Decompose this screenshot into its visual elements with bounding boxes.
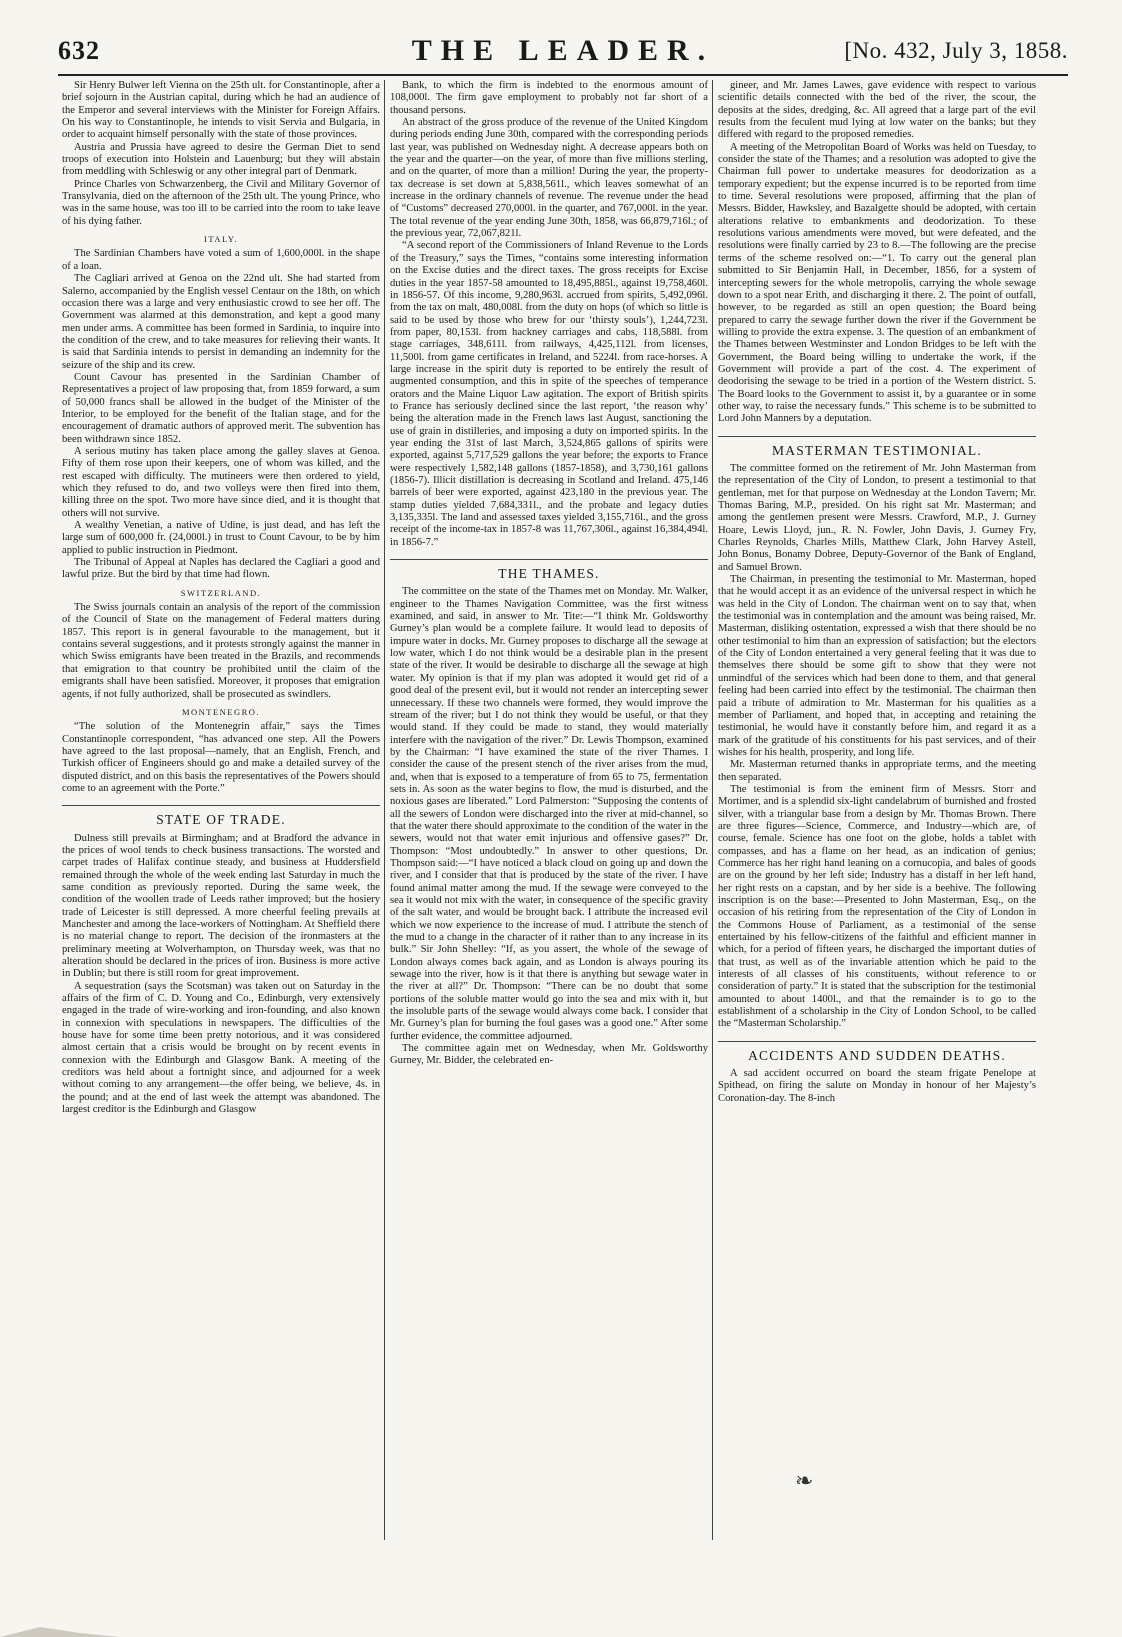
column-divider — [384, 80, 385, 1540]
article-paragraph: The testimonial is from the eminent firm of Messrs. Storr and Mortimer, and is a splendid six-light candelabrum of burnished and frosted silver, with a triangular base from a design by Mr. Thomas Brown. There are three figures—Science, Commerce, and Industry—which are, of course, female. Science has one foot on the globe, holds a tablet with compasses, and has a flame on her head, as an indication of genius; Commerce has her right hand leaning on a cornucopia, and bales of goods are on the ground by her left side; Industry has a distaff in her left hand, her right rests on a capstan, and by her side is a beehive. The following inscription is on the base:—Presented to John Masterman, Esq., on the occasion of his retiring from the representation of the City of London in the Commons House of Parliament, as a testimonial of the sense entertained by his fellow-citizens of the faithful and efficient manner in which, for a period of fifteen years, he discharged the important duties of that trust, as well as of the invariable attention which he paid to the interests of all classes of his constituents, without reference to or consideration of party.” It is stated that the subscription for the testimonial amounted to about 1400l., and that the remainder is to go to the establishment of a scholarship in the City of London School, to be called the “Masterman Scholarship.” — [718, 783, 1036, 1030]
article-paragraph: Mr. Masterman returned thanks in appropriate terms, and the meeting then separated. — [718, 759, 1036, 783]
masthead-title: THE LEADER. — [411, 34, 715, 67]
article-paragraph: A serious mutiny has taken place among the galley slaves at Genoa. Fifty of them rose upon their keepers, one of whom was killed, and the rest escaped with difficulty. The mutineers were then ordered to yield, which they refused to do, and two volleys were then fired into them, killing three on the spot. Two more have since died, and it is thought that others will not survive. — [62, 445, 380, 519]
article-paragraph: A sad accident occurred on board the steam frigate Penelope at Spithead, on firing the salute on Monday in honour of her Majesty’s Coronation-day. The 8-inch — [718, 1068, 1036, 1104]
section-heading-italy: ITALY. — [204, 234, 238, 245]
article-paragraph: “The solution of the Montenegrin affair,” says the Times Constantinople correspondent, “has advanced one step. All the Powers have agreed to the last proposal—namely, that an English, French, and Turkish officer of Engineers should go and make a detailed survey of the disputed district, and on this basis the representatives of the Powers should come to an agreement with the Porte.” — [62, 721, 380, 794]
article-paragraph: An abstract of the gross produce of the revenue of the United Kingdom during periods ending June 30th, compared with the corresponding periods last year, was published on Wednesday night. A decrease appears both on the year and the quarter—on the year, of more than five millions sterling, and on the quarter, of more than a million! During the year, the property-tax decrease is set down at 5,838,561l., which leaves somewhat of an increase in the ordinary channels of revenue. The revenue under the head of “Customs” decreased 270,000l. in the quarter, and 767,000l. in the year. The total revenue of the year ending June 30th, 1858, was 66,879,716l.; of the previous year, 72,067,821l. — [390, 117, 708, 240]
article-paragraph: A wealthy Venetian, a native of Udine, is just dead, and has left the large sum of 600,000 fr. (24,000l.) in trust to Count Cavour, to be by him applied to public instruction in Piedmont. — [62, 520, 380, 556]
article-paragraph: “A second report of the Commissioners of Inland Revenue to the Lords of the Treasury,” says the Times, “contains some interesting information on the Excise duties and the direct taxes. The gross receipts for Excise duties in the year 1857-58 amounted to 18,495,885l., against 19,758,460l. in 1856-57. Of this income, 9,280,963l. accrued from spirits, 5,492,096l. from the tax on malt, 480,008l. from the duty on hops (of which so little is said to be used by those who brew for our ‘thirsty souls’), 1,244,723l. from paper, 80,153l. from hackney carriages and cabs, 118,588l. from stage carriages, 348,611l. from railways, 4,425,112l. from licenses, 11,500l. from game certificates in Ireland, and 5224l. from race-horses. A large increase in the spirit duty is reported to be entirely the result of augmented consumption, and this in spite of the speeches of temperance orators and the Maine Liquor Law agitation. The export of British spirits to France has seriously declined since the last report, ‘the reason why’ being the alteration made in the French laws last August, sanctioning the use of grain in distilleries, and imposing a duty on imported spirits. In the year ending the 31st of last March, 3,524,865 gallons of spirits were exported, against 5,717,529 gallons the year before; the exports to France were respectively 1,582,148 gallons (1857-1858), and 3,730,161 gallons (1856-7). Illicit distillation is decreasing in Scotland and Ireland. 475,146 barrels of beer were exported, against 423,180 in the previous year. The stamp duties yielded 7,684,331l., and the probate and legacy duties 3,135,335l. The land and assessed taxes yielded 3,155,716l., and the gross receipt of the income-tax in 1857-8 was 11,767,306l., against 16,384,494l. in 1856-7.” — [390, 240, 708, 548]
column-3 — [718, 80, 1036, 1105]
page-header — [58, 28, 1068, 72]
column-2 — [390, 80, 708, 1068]
header-rule — [58, 74, 1068, 76]
section-heading-thames: THE THAMES. — [390, 559, 708, 580]
article-paragraph: gineer, and Mr. James Lawes, gave evidence with respect to various scientific details connected with the bed of the river, the scour, the deposits at the sides, dredging, &c. All agreed that a large part of the evil results from the feculent mud lying at low water on the banks; but they differed with regard to the proposed remedies. — [718, 80, 1036, 141]
section-heading-accidents: ACCIDENTS AND SUDDEN DEATHS. — [718, 1041, 1036, 1062]
article-paragraph: Bank, to which the firm is indebted to the enormous amount of 108,000l. The firm gave employment to probably not far short of a thousand persons. — [390, 80, 708, 116]
page-number: 632 — [58, 36, 100, 65]
issue-info: [No. 432, July 3, 1858. — [844, 38, 1068, 63]
article-paragraph: The committee on the state of the Thames met on Monday. Mr. Walker, engineer to the Thames Navigation Committee, was the first witness examined, and said, in answer to Mr. Tite:—“I think Mr. Goldsworthy Gurney’s plan would be a complete failure. It would lead to deposits of impure water in docks. Mr. Gurney proposes to discharge all the sewage at low water, which I do not think would be a desirable plan in the present state of the river. It would be desirable to discharge all the sewage at high water. My opinion is that if my plan was adopted it would get rid of a good deal of the present evil, but it would not render an intercepting sewer unnecessary. If these two channels were formed, they would improve the stream of the river; but I do not think they would be useful, or that they would stand. If they could be made to stand, they would materially interfere with the navigation of the river.” Dr. Lewis Thompson, examined by the Chairman: “I have examined the state of the river Thames. I consider the cause of the present stench of the river arises from the mud, and, when that is exposed to a temperature of from 65 to 75, fermentation sets in. As soon as the water begins to flow, the mud is disturbed, and the noxious gases are liberated.” Lord Palmerston: “Supposing the contents of all the sewers of London were discharged into the river at mid-channel, so that the water there should approximate to the condition of the water in the sewers, would not that water emit injurious and offensive gases?” Dr. Thompson: “Most undoubtedly.” In answer to other questions, Dr. Thompson said:—“I have noticed a black cloud on going up and down the river, and I consider that that is produced by the state of the river. I have found animal matter among the mud. If the sewage were conveyed to the sea it would not mix with the water, in consequence of the specific gravity of the salt water, and would be brought back. I attribute the increased evil which we now experience to the increase of mud. I attribute the stench of the mud to a change in the character of it rather than to any increase in its bulk.” Sir John Shelley: “If, as you assert, the whole of the sewage of London always comes back again, and as London is always pouring its sewage into the river, how is it that there is anything but sewage water in the river at all?” Dr. Thompson: “There can be no doubt that some portions of the soluble matter would go into the sea and mix with it, but the insoluble parts of the sewage would always come back. I consider that Mr. Gurney’s plan for burning the foul gases was a good one.” After some further evidence, the committee adjourned. — [390, 586, 708, 1042]
article-paragraph: The Chairman, in presenting the testimonial to Mr. Masterman, hoped that he would accept it as an evidence of the universal respect in which he was held in the City of London. The chairman went on to say that, when the testimonial was in contemplation and the amount was being raised, Mr. Masterman, disliking ostentation, expressed a wish that there should be no other testimonial to him than an expression of satisfaction; but the electors of the City of London entertained a very general feeling that it was due to themselves there should be some gift to show that they were not unmindful of the services which had been done to them, and that general feeling had been carried into effect by the testimonial. The chairman then paid a tribute of admiration to Mr. Masterman for his qualities as a member of Parliament, and hoped that, in accepting and retaining the testimonial, he would have it constantly before him, and regard it as a mark of the gratitude of his constituents for his past services, and of their wishes for his health, prosperity, and long life. — [718, 574, 1036, 758]
article-paragraph: A meeting of the Metropolitan Board of Works was held on Tuesday, to consider the state of the Thames; and a resolution was adopted to give the Chairman full power to undertake measures for deodorization as a temporary expedient; but the expense incurred is to be reported from time to time. Several resolutions were proposed, affirming that the plan of Messrs. Bidder, Hawksley, and Bazalgette should be adopted, with certain alterations relative to embankments and deodorization. To these resolutions various amendments were moved, but were defeated, and the resolutions were finally carried by 23 to 8.—The following are the precise terms of the scheme resolved on:—“1. To carry out the general plan submitted to Sir Benjamin Hall, in December, 1856, for a system of intercepting sewers for the whole metropolis, carrying the whole sewage down to a spot near Erith, and discharging it there. 2. The point of outfall, however, to be regarded as still an open question; the Board being prepared to carry the sewage further down the river if the Government be willing to provide the extra expense. 3. The question of an embankment of the Thames between Westminster and London Bridges to be left with the Government, the Board being willing to undertake the work, if the Government will provide a part of the cost. 4. The experiment of deodorising the sewage to be tried in a portion of the Western district. 5. The Board looks to the Government to assist it, by a guarantee or in some other way, to raise the necessary funds.” This scheme is to be submitted to Lord John Manners by a deputation. — [718, 141, 1036, 425]
scan-edge-mark — [0, 1617, 120, 1637]
article-paragraph: The Swiss journals contain an analysis of the report of the commission of the Council of State on the management of Federal matters during 1857. This report is in general favourable to the management, but it contains several suggestions, and it protests strongly against the manner in which Swiss emigrants have been treated in the Brazils, and recommends that emigration to that country be prohibited until the claim of the emigrants shall have been satisfied. Moreover, it proposes that emigration agents, if not fully authorized, shall be prosecuted as swindlers. — [62, 602, 380, 700]
section-heading-masterman-testimonial: MASTERMAN TESTIMONIAL. — [718, 436, 1036, 457]
article-paragraph: The committee formed on the retirement of Mr. John Masterman from the representation of the City of London, to present a testimonial to that gentleman, met for that purpose on Wednesday at the London Tavern; Mr. Thomas Baring, M.P., presided. On his right sat Mr. Masterman; and among the gentlemen present were Messrs. Crawford, M.P., J. Gurney Hoare, Lewis Lloyd, jun., R. N. Fowler, John Davis, J. Gurney Fry, Charles Reynolds, Charles Mills, Matthew Clark, John Harvey Astell, John Bonus, Bonamy Dobree, Deputy-Governor of the Bank of England, and Samuel Brown. — [718, 462, 1036, 573]
article-paragraph: The Cagliari arrived at Genoa on the 22nd ult. She had started from Salerno, accompanied by the English vessel Centaur on the 18th, on which occasion there was a large and very enthusiastic crowd to see her off. The Government was alarmed at this demonstration, and kept a good many men under arms. A committee has been formed in Sardinia, to inquire into the condition of the crew, and to take measures for relieving their wants. It is said that Sardinia intends to persist in demanding an indemnity for the seizure of the ship and its crew. — [62, 273, 380, 371]
article-paragraph: Dulness still prevails at Birmingham; and at Bradford the advance in the prices of wool tends to check business transactions. The worsted and carpet trades of Halifax continue steady, and business at Huddersfield remained through the whole of the week ending last Saturday in much the same condition as previously reported. During the same week, the condition of the woollen trade of Leeds rather improved; but the hosiery trade of Leicester is still depressed. A more cheerful feeling prevails at Manchester and among the lace-workers of Nottingham. At Sheffield there is no material change to report. The decision of the ironmasters at the preliminary meeting at Wolverhampton, on Thursday week, was that no alteration should be declared in the prices of iron. Business is more active in Dublin; but there is still room for great improvement. — [62, 832, 380, 980]
article-paragraph: Sir Henry Bulwer left Vienna on the 25th ult. for Constantinople, after a brief sojourn in the Austrian capital, during which he had an audience of the Emperor and several interviews with the Minister for Foreign Affairs. On his way to Constantinople, he intends to visit Servia and Bulgaria, in order to acquaint himself personally with the state of those provinces. — [62, 80, 380, 141]
ink-blot-icon: ❧ — [795, 1468, 814, 1493]
article-paragraph: Count Cavour has presented in the Sardinian Chamber of Representatives a project of law proposing that, from 1859 forward, a sum of 50,000 francs shall be allowed in the budget of the Minister of the Interior, to be employed for the benefit of the Italian stage, and for the encouragement of dramatic authors of approved merit. The subvention has been withdrawn since 1852. — [62, 371, 380, 445]
column-divider — [712, 80, 713, 1540]
article-paragraph: Austria and Prussia have agreed to desire the German Diet to send troops of execution into Holstein and Lauenburg; but they will abstain from meddling with Schleswig or any other integral part of Denmark. — [62, 141, 380, 178]
section-heading-switzerland: SWITZERLAND. — [180, 587, 262, 598]
section-heading-montenegro: MONTENEGRO. — [181, 706, 261, 717]
section-heading-state-of-trade: STATE OF TRADE. — [62, 805, 380, 826]
article-paragraph: The Tribunal of Appeal at Naples has declared the Cagliari a good and lawful prize. But the bird by that time had flown. — [62, 557, 380, 581]
article-paragraph: A sequestration (says the Scotsman) was taken out on Saturday in the affairs of the firm of C. D. Young and Co., Edinburgh, very extensively engaged in the trade of wire-working and iron-founding, and also known in connexion with speculations in newspapers. The difficulties of the house have for some time been pretty notorious, and it was considered almost certain that a crisis would be brought on by recent events in connexion with the Edinburgh and Glasgow Bank. A meeting of the creditors was held about a fortnight since, and adjourned for a week without coming to any arrangement—the offer being, we believe, 4s. in the pound; and at the end of last week the attempt was abandoned. The largest creditor is the Edinburgh and Glasgow — [62, 980, 380, 1116]
article-paragraph: Prince Charles von Schwarzenberg, the Civil and Military Governor of Transylvania, died on the afternoon of the 25th ult. The young Prince, who was in the same house, was too ill to be carried into the room to take leave of his dying father. — [62, 178, 380, 227]
column-1 — [62, 80, 380, 1117]
article-paragraph: The committee again met on Wednesday, when Mr. Goldsworthy Gurney, Mr. Bidder, the celebrated en- — [390, 1043, 708, 1067]
article-paragraph: The Sardinian Chambers have voted a sum of 1,600,000l. in the shape of a loan. — [62, 248, 380, 272]
